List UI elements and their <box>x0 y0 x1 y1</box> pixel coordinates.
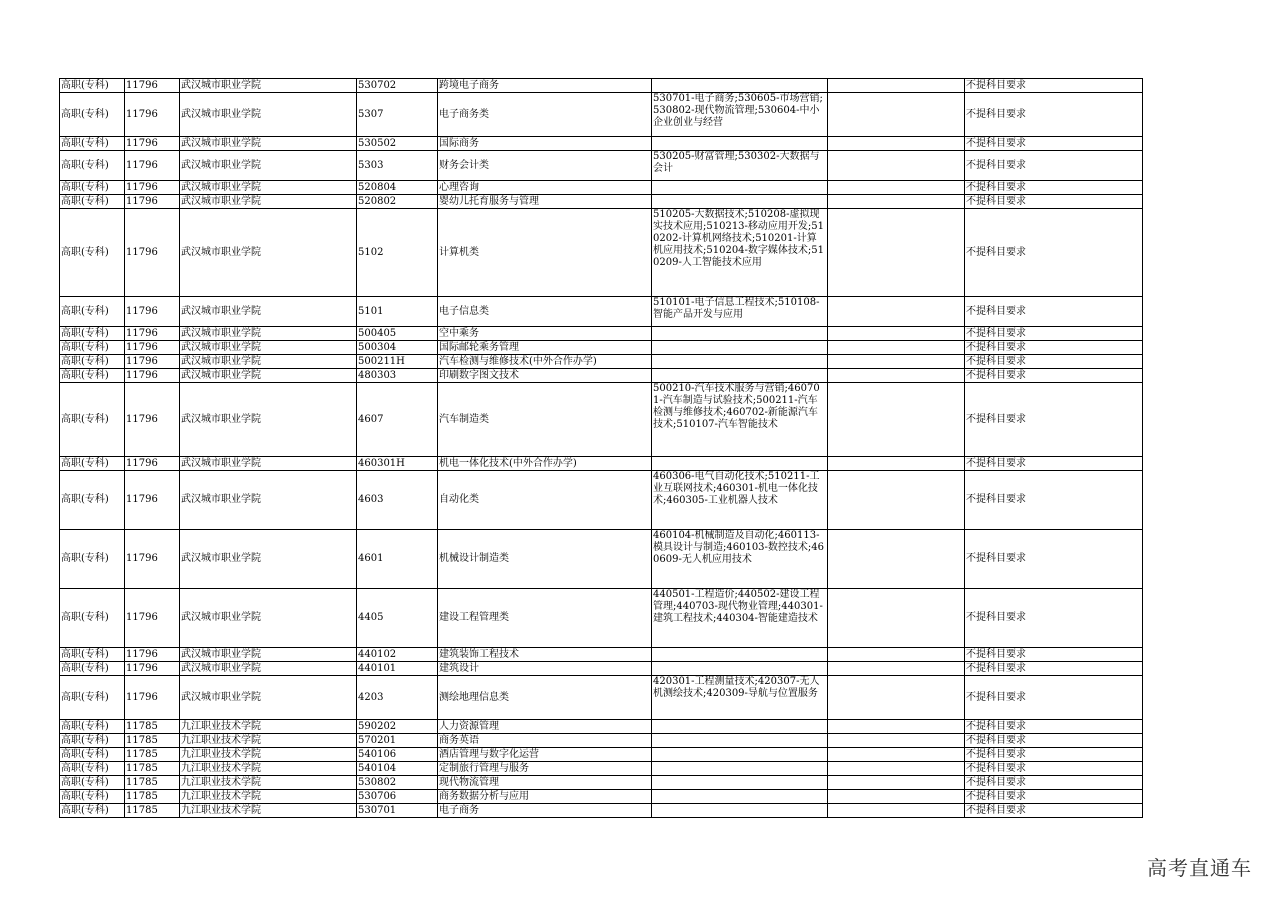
included-majors-cell: 460104-机械制造及自动化;460113-模具设计与制造;460103-数控技术;460609-无人机应用技术 <box>652 530 828 589</box>
blank-cell <box>828 79 965 93</box>
school-name-cell: 武汉城市职业学院 <box>180 93 357 137</box>
school-name-cell: 武汉城市职业学院 <box>180 355 357 369</box>
school-code-cell: 11796 <box>125 383 180 457</box>
blank-cell <box>828 297 965 327</box>
major-name-cell: 酒店管理与数字化运营 <box>438 748 652 762</box>
school-name-cell: 武汉城市职业学院 <box>180 327 357 341</box>
table-row <box>60 790 1143 804</box>
subject-requirement-cell: 不提科目要求 <box>965 369 1143 383</box>
table-row <box>60 209 1143 297</box>
blank-cell <box>828 137 965 151</box>
major-name-cell: 心理咨询 <box>438 181 652 195</box>
school-name-cell: 武汉城市职业学院 <box>180 530 357 589</box>
school-name-cell: 武汉城市职业学院 <box>180 79 357 93</box>
included-majors-cell <box>652 369 828 383</box>
level-cell: 高职(专科) <box>60 181 125 195</box>
level-cell: 高职(专科) <box>60 676 125 720</box>
blank-cell <box>828 369 965 383</box>
major-name-cell: 建筑装饰工程技术 <box>438 648 652 662</box>
school-code-cell: 11796 <box>125 369 180 383</box>
school-code-cell: 11796 <box>125 471 180 530</box>
school-name-cell: 九江职业技术学院 <box>180 790 357 804</box>
included-majors-cell <box>652 762 828 776</box>
major-code-cell: 500405 <box>357 327 438 341</box>
table-row <box>60 748 1143 762</box>
major-name-cell: 电子商务类 <box>438 93 652 137</box>
level-cell: 高职(专科) <box>60 748 125 762</box>
blank-cell <box>828 734 965 748</box>
subject-requirement-cell: 不提科目要求 <box>965 93 1143 137</box>
included-majors-cell <box>652 341 828 355</box>
level-cell: 高职(专科) <box>60 720 125 734</box>
school-code-cell: 11785 <box>125 734 180 748</box>
subject-requirement-cell: 不提科目要求 <box>965 720 1143 734</box>
blank-cell <box>828 209 965 297</box>
blank-cell <box>828 327 965 341</box>
table-row <box>60 195 1143 209</box>
major-name-cell: 现代物流管理 <box>438 776 652 790</box>
included-majors-cell <box>652 720 828 734</box>
major-code-cell: 530706 <box>357 790 438 804</box>
subject-requirement-cell: 不提科目要求 <box>965 790 1143 804</box>
major-code-cell: 5303 <box>357 151 438 181</box>
admission-table <box>59 78 1143 818</box>
school-name-cell: 武汉城市职业学院 <box>180 195 357 209</box>
major-name-cell: 定制旅行管理与服务 <box>438 762 652 776</box>
major-name-cell: 建筑设计 <box>438 662 652 676</box>
included-majors-cell <box>652 79 828 93</box>
school-code-cell: 11796 <box>125 530 180 589</box>
level-cell: 高职(专科) <box>60 648 125 662</box>
school-code-cell: 11796 <box>125 151 180 181</box>
school-name-cell: 武汉城市职业学院 <box>180 589 357 648</box>
level-cell: 高职(专科) <box>60 734 125 748</box>
subject-requirement-cell: 不提科目要求 <box>965 341 1143 355</box>
level-cell: 高职(专科) <box>60 297 125 327</box>
major-code-cell: 4405 <box>357 589 438 648</box>
level-cell: 高职(专科) <box>60 369 125 383</box>
table-row <box>60 662 1143 676</box>
major-name-cell: 自动化类 <box>438 471 652 530</box>
blank-cell <box>828 341 965 355</box>
school-code-cell: 11796 <box>125 195 180 209</box>
table-row <box>60 355 1143 369</box>
included-majors-cell <box>652 790 828 804</box>
school-name-cell: 武汉城市职业学院 <box>180 341 357 355</box>
school-code-cell: 11796 <box>125 209 180 297</box>
blank-cell <box>828 589 965 648</box>
school-name-cell: 武汉城市职业学院 <box>180 209 357 297</box>
blank-cell <box>828 662 965 676</box>
school-name-cell: 九江职业技术学院 <box>180 776 357 790</box>
major-name-cell: 印刷数字图文技术 <box>438 369 652 383</box>
blank-cell <box>828 383 965 457</box>
major-name-cell: 国际商务 <box>438 137 652 151</box>
major-name-cell: 电子商务 <box>438 804 652 818</box>
blank-cell <box>828 762 965 776</box>
school-name-cell: 武汉城市职业学院 <box>180 137 357 151</box>
major-name-cell: 财务会计类 <box>438 151 652 181</box>
blank-cell <box>828 355 965 369</box>
school-name-cell: 武汉城市职业学院 <box>180 457 357 471</box>
major-code-cell: 5102 <box>357 209 438 297</box>
subject-requirement-cell: 不提科目要求 <box>965 457 1143 471</box>
major-code-cell: 530702 <box>357 79 438 93</box>
subject-requirement-cell: 不提科目要求 <box>965 804 1143 818</box>
school-code-cell: 11796 <box>125 355 180 369</box>
included-majors-cell: 530701-电子商务;530605-市场营销;530802-现代物流管理;530604-中小企业创业与经营 <box>652 93 828 137</box>
included-majors-cell <box>652 355 828 369</box>
level-cell: 高职(专科) <box>60 93 125 137</box>
major-name-cell: 商务数据分析与应用 <box>438 790 652 804</box>
level-cell: 高职(专科) <box>60 79 125 93</box>
major-name-cell: 国际邮轮乘务管理 <box>438 341 652 355</box>
major-name-cell: 空中乘务 <box>438 327 652 341</box>
subject-requirement-cell: 不提科目要求 <box>965 662 1143 676</box>
subject-requirement-cell: 不提科目要求 <box>965 297 1143 327</box>
level-cell: 高职(专科) <box>60 137 125 151</box>
subject-requirement-cell: 不提科目要求 <box>965 748 1143 762</box>
school-code-cell: 11796 <box>125 341 180 355</box>
included-majors-cell <box>652 748 828 762</box>
major-code-cell: 480303 <box>357 369 438 383</box>
school-code-cell: 11796 <box>125 181 180 195</box>
level-cell: 高职(专科) <box>60 383 125 457</box>
school-name-cell: 九江职业技术学院 <box>180 720 357 734</box>
level-cell: 高职(专科) <box>60 471 125 530</box>
table-row <box>60 327 1143 341</box>
subject-requirement-cell: 不提科目要求 <box>965 355 1143 369</box>
school-code-cell: 11785 <box>125 776 180 790</box>
blank-cell <box>828 151 965 181</box>
table-row <box>60 93 1143 137</box>
major-name-cell: 电子信息类 <box>438 297 652 327</box>
watermark: 高考直通车 <box>1147 856 1252 880</box>
level-cell: 高职(专科) <box>60 662 125 676</box>
school-code-cell: 11796 <box>125 79 180 93</box>
major-name-cell: 汽车制造类 <box>438 383 652 457</box>
school-name-cell: 九江职业技术学院 <box>180 748 357 762</box>
table-row <box>60 676 1143 720</box>
table-row <box>60 762 1143 776</box>
level-cell: 高职(专科) <box>60 195 125 209</box>
blank-cell <box>828 720 965 734</box>
school-name-cell: 武汉城市职业学院 <box>180 383 357 457</box>
level-cell: 高职(专科) <box>60 790 125 804</box>
major-name-cell: 商务英语 <box>438 734 652 748</box>
school-code-cell: 11785 <box>125 790 180 804</box>
table-row <box>60 297 1143 327</box>
table-row <box>60 181 1143 195</box>
subject-requirement-cell: 不提科目要求 <box>965 79 1143 93</box>
blank-cell <box>828 93 965 137</box>
major-code-cell: 590202 <box>357 720 438 734</box>
level-cell: 高职(专科) <box>60 341 125 355</box>
school-code-cell: 11796 <box>125 648 180 662</box>
major-code-cell: 5101 <box>357 297 438 327</box>
major-code-cell: 500304 <box>357 341 438 355</box>
blank-cell <box>828 776 965 790</box>
included-majors-cell <box>652 327 828 341</box>
level-cell: 高职(专科) <box>60 209 125 297</box>
school-name-cell: 九江职业技术学院 <box>180 762 357 776</box>
subject-requirement-cell: 不提科目要求 <box>965 676 1143 720</box>
table-row <box>60 341 1143 355</box>
table-row <box>60 530 1143 589</box>
included-majors-cell: 510205-大数据技术;510208-虚拟现实技术应用;510213-移动应用开发;510202-计算机网络技术;510201-计算机应用技术;510204-数字媒体技术;510209-人工智能技术应用 <box>652 209 828 297</box>
major-code-cell: 5307 <box>357 93 438 137</box>
school-code-cell: 11796 <box>125 137 180 151</box>
included-majors-cell <box>652 776 828 790</box>
major-code-cell: 530802 <box>357 776 438 790</box>
school-code-cell: 11785 <box>125 720 180 734</box>
blank-cell <box>828 748 965 762</box>
school-code-cell: 11785 <box>125 762 180 776</box>
included-majors-cell <box>652 137 828 151</box>
major-code-cell: 440102 <box>357 648 438 662</box>
level-cell: 高职(专科) <box>60 457 125 471</box>
subject-requirement-cell: 不提科目要求 <box>965 151 1143 181</box>
blank-cell <box>828 471 965 530</box>
level-cell: 高职(专科) <box>60 327 125 341</box>
included-majors-cell <box>652 181 828 195</box>
table-row <box>60 151 1143 181</box>
table-row <box>60 648 1143 662</box>
subject-requirement-cell: 不提科目要求 <box>965 762 1143 776</box>
school-code-cell: 11796 <box>125 327 180 341</box>
school-name-cell: 武汉城市职业学院 <box>180 297 357 327</box>
table-row <box>60 79 1143 93</box>
subject-requirement-cell: 不提科目要求 <box>965 776 1143 790</box>
major-code-cell: 4601 <box>357 530 438 589</box>
major-code-cell: 530701 <box>357 804 438 818</box>
school-name-cell: 武汉城市职业学院 <box>180 648 357 662</box>
subject-requirement-cell: 不提科目要求 <box>965 530 1143 589</box>
major-name-cell: 机电一体化技术(中外合作办学) <box>438 457 652 471</box>
included-majors-cell <box>652 195 828 209</box>
major-name-cell: 人力资源管理 <box>438 720 652 734</box>
school-code-cell: 11796 <box>125 662 180 676</box>
blank-cell <box>828 457 965 471</box>
table-row <box>60 471 1143 530</box>
school-code-cell: 11796 <box>125 589 180 648</box>
table-row <box>60 383 1143 457</box>
major-code-cell: 540104 <box>357 762 438 776</box>
blank-cell <box>828 790 965 804</box>
major-code-cell: 540106 <box>357 748 438 762</box>
major-code-cell: 570201 <box>357 734 438 748</box>
school-name-cell: 武汉城市职业学院 <box>180 181 357 195</box>
school-code-cell: 11785 <box>125 748 180 762</box>
major-code-cell: 500211H <box>357 355 438 369</box>
major-code-cell: 530502 <box>357 137 438 151</box>
major-name-cell: 机械设计制造类 <box>438 530 652 589</box>
table-row <box>60 734 1143 748</box>
included-majors-cell <box>652 734 828 748</box>
major-name-cell: 计算机类 <box>438 209 652 297</box>
major-name-cell: 建设工程管理类 <box>438 589 652 648</box>
blank-cell <box>828 676 965 720</box>
school-name-cell: 九江职业技术学院 <box>180 804 357 818</box>
included-majors-cell: 500210-汽车技术服务与营销;460701-汽车制造与试验技术;500211-汽车检测与维修技术;460702-新能源汽车技术;510107-汽车智能技术 <box>652 383 828 457</box>
included-majors-cell: 530205-财富管理;530302-大数据与会计 <box>652 151 828 181</box>
included-majors-cell <box>652 648 828 662</box>
level-cell: 高职(专科) <box>60 776 125 790</box>
major-code-cell: 520802 <box>357 195 438 209</box>
blank-cell <box>828 530 965 589</box>
school-code-cell: 11796 <box>125 297 180 327</box>
school-code-cell: 11785 <box>125 804 180 818</box>
level-cell: 高职(专科) <box>60 355 125 369</box>
table-row <box>60 137 1143 151</box>
included-majors-cell <box>652 457 828 471</box>
school-name-cell: 武汉城市职业学院 <box>180 662 357 676</box>
blank-cell <box>828 195 965 209</box>
blank-cell <box>828 648 965 662</box>
major-name-cell: 婴幼儿托育服务与管理 <box>438 195 652 209</box>
subject-requirement-cell: 不提科目要求 <box>965 383 1143 457</box>
major-code-cell: 460301H <box>357 457 438 471</box>
major-code-cell: 4603 <box>357 471 438 530</box>
major-code-cell: 440101 <box>357 662 438 676</box>
major-code-cell: 520804 <box>357 181 438 195</box>
blank-cell <box>828 181 965 195</box>
table-row <box>60 589 1143 648</box>
major-code-cell: 4203 <box>357 676 438 720</box>
included-majors-cell: 440501-工程造价;440502-建设工程管理;440703-现代物业管理;440301-建筑工程技术;440304-智能建造技术 <box>652 589 828 648</box>
school-code-cell: 11796 <box>125 93 180 137</box>
school-name-cell: 武汉城市职业学院 <box>180 471 357 530</box>
included-majors-cell <box>652 804 828 818</box>
subject-requirement-cell: 不提科目要求 <box>965 589 1143 648</box>
subject-requirement-cell: 不提科目要求 <box>965 209 1143 297</box>
subject-requirement-cell: 不提科目要求 <box>965 137 1143 151</box>
subject-requirement-cell: 不提科目要求 <box>965 734 1143 748</box>
blank-cell <box>828 804 965 818</box>
subject-requirement-cell: 不提科目要求 <box>965 471 1143 530</box>
school-name-cell: 武汉城市职业学院 <box>180 369 357 383</box>
level-cell: 高职(专科) <box>60 151 125 181</box>
school-code-cell: 11796 <box>125 457 180 471</box>
subject-requirement-cell: 不提科目要求 <box>965 648 1143 662</box>
major-name-cell: 汽车检测与维修技术(中外合作办学) <box>438 355 652 369</box>
subject-requirement-cell: 不提科目要求 <box>965 181 1143 195</box>
subject-requirement-cell: 不提科目要求 <box>965 327 1143 341</box>
table-row <box>60 776 1143 790</box>
table-row <box>60 720 1143 734</box>
major-name-cell: 跨境电子商务 <box>438 79 652 93</box>
level-cell: 高职(专科) <box>60 804 125 818</box>
included-majors-cell: 460306-电气自动化技术;510211-工业互联网技术;460301-机电一体化技术;460305-工业机器人技术 <box>652 471 828 530</box>
table-row <box>60 804 1143 818</box>
included-majors-cell: 510101-电子信息工程技术;510108-智能产品开发与应用 <box>652 297 828 327</box>
school-code-cell: 11796 <box>125 676 180 720</box>
subject-requirement-cell: 不提科目要求 <box>965 195 1143 209</box>
included-majors-cell: 420301-工程测量技术;420307-无人机测绘技术;420309-导航与位置服务 <box>652 676 828 720</box>
table-row <box>60 457 1143 471</box>
major-name-cell: 测绘地理信息类 <box>438 676 652 720</box>
major-code-cell: 4607 <box>357 383 438 457</box>
level-cell: 高职(专科) <box>60 589 125 648</box>
included-majors-cell <box>652 662 828 676</box>
school-name-cell: 武汉城市职业学院 <box>180 151 357 181</box>
table-row <box>60 369 1143 383</box>
level-cell: 高职(专科) <box>60 762 125 776</box>
level-cell: 高职(专科) <box>60 530 125 589</box>
school-name-cell: 武汉城市职业学院 <box>180 676 357 720</box>
school-name-cell: 九江职业技术学院 <box>180 734 357 748</box>
